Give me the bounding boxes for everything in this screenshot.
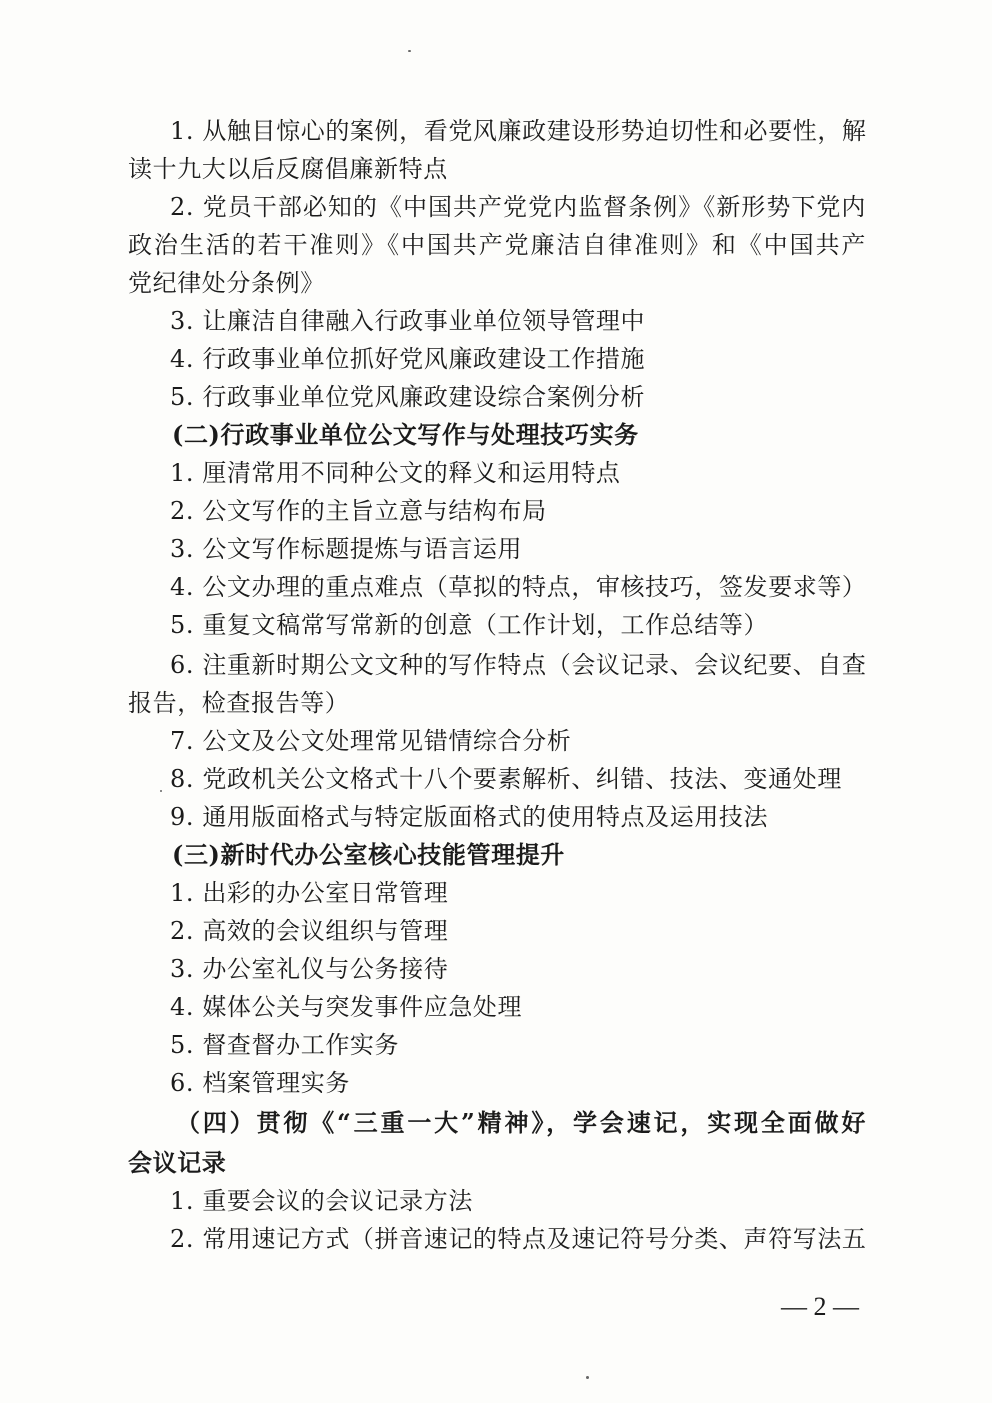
s3-item2: 2. 高效的会议组织与管理 [170,917,449,945]
section4-heading-line1: （四）贯彻《“三重一大”精神》，学会速记，实现全面做好 [176,1108,866,1137]
s2-item6-line1: 6. 注重新时期公文文种的写作特点（会议记录、会议纪要、自查 [170,651,867,679]
s4-item1: 1. 重要会议的会议记录方法 [170,1187,473,1215]
s1-item5: 5. 行政事业单位党风廉政建设综合案例分析 [170,383,646,411]
s3-item1: 1. 出彩的办公室日常管理 [170,879,449,907]
s1-item4: 4. 行政事业单位抓好党风廉政建设工作措施 [170,345,646,373]
s2-item3: 3. 公文写作标题提炼与语言运用 [170,535,523,563]
section2-heading: (二)行政事业单位公文写作与处理技巧实务 [172,420,639,449]
s4-item2-line1: 2. 常用速记方式（拼音速记的特点及速记符号分类、声符写法五 [170,1225,867,1253]
scan-speck [408,50,411,52]
s1-item2-line3: 党纪律处分条例》 [128,269,325,297]
s2-item9: 9. 通用版面格式与特定版面格式的使用特点及运用技法 [170,803,769,831]
s1-item2-line2: 政治生活的若干准则》《中国共产党廉洁自律准则》和《中国共产 [128,231,866,259]
s2-item6-line2: 报告，检查报告等） [128,689,350,717]
s3-item5: 5. 督查督办工作实务 [170,1031,400,1059]
s3-item3: 3. 办公室礼仪与公务接待 [170,955,449,983]
s3-item6: 6. 档案管理实务 [170,1069,350,1097]
s2-item5: 5. 重复文稿常写常新的创意（工作计划，工作总结等） [170,611,769,639]
s2-item7: 7. 公文及公文处理常见错情综合分析 [170,727,572,755]
s1-item1-line1: 1. 从触目惊心的案例，看党风廉政建设形势迫切性和必要性，解 [170,117,867,145]
scan-speck [160,790,162,792]
s2-item4: 4. 公文办理的重点难点（草拟的特点，审核技巧，签发要求等） [170,573,867,601]
s2-item2: 2. 公文写作的主旨立意与结构布局 [170,497,547,525]
s1-item1-line2: 读十九大以后反腐倡廉新特点 [128,155,448,183]
s1-item3: 3. 让廉洁自律融入行政事业单位领导管理中 [170,307,646,335]
section3-heading: (三)新时代办公室核心技能管理提升 [172,840,565,869]
section4-heading-line2: 会议记录 [128,1148,227,1177]
s2-item8: 8. 党政机关公文格式十八个要素解析、纠错、技法、变通处理 [170,765,842,793]
page-number: — 2 — [781,1292,859,1321]
s1-item2-line1: 2. 党员干部必知的《中国共产党党内监督条例》《新形势下党内 [170,193,866,221]
scan-speck [586,1376,589,1379]
s2-item1: 1. 厘清常用不同种公文的释义和运用特点 [170,459,621,487]
s3-item4: 4. 媒体公关与突发事件应急处理 [170,993,523,1021]
